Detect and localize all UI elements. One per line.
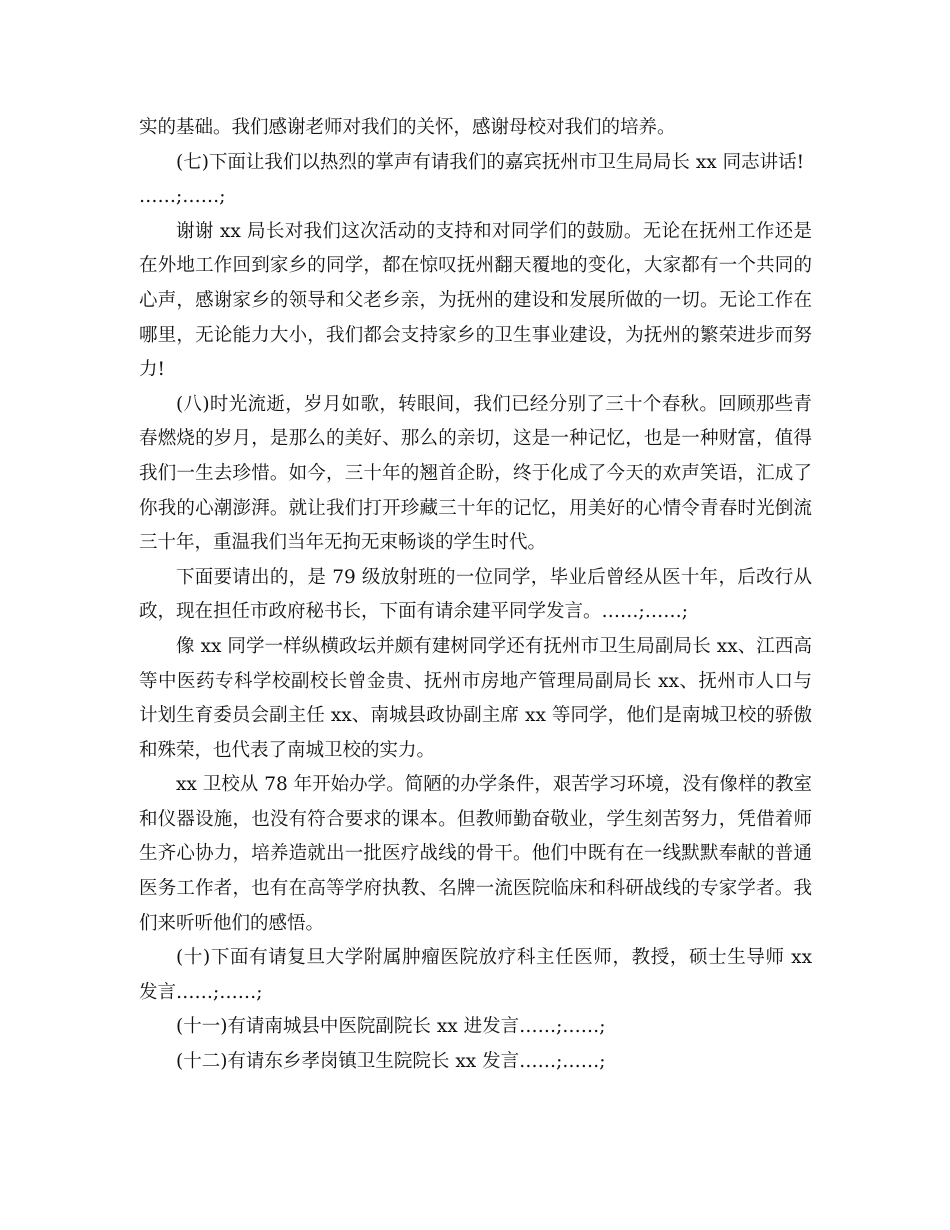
paragraph-school-history: xx 卫校从 78 年开始办学。简陋的办学条件，艰苦学习环境，没有像样的教室和仪器设施，也没有符合要求的课本。但教师勤奋敬业，学生刻苦努力，凭借着师生齐心协力，培养造就出一批医疗战线的骨干。他们中既有在一线默默奉献的普通医务工作者，也有在高等学府执教、名牌一流医院临床和科研战线的专家学者。我们来听听他们的感悟。 xyxy=(139,774,812,934)
paragraph-introduction: 下面要请出的，是 79 级放射班的一位同学，毕业后曾经从医十年，后改行从政，现在担任市政府秘书长，下面有请余建平同学发言。……;……; xyxy=(139,566,812,623)
paragraph-section-12: (十二)有请东乡孝岗镇卫生院院长 xx 发言……;……; xyxy=(176,1051,606,1073)
paragraph-classmates: 像 xx 同学一样纵横政坛并颇有建树同学还有抚州市卫生局副局长 xx、江西高等中医药专科学校副校长曾金贵、抚州市房地产管理局副局长 xx、抚州市人口与计划生育委员会副主任 xx、南城县政协副主席 xx 等同学，他们是南城卫校的骄傲和殊荣，也代表了南城卫校的实力。 xyxy=(139,635,812,761)
document-body xyxy=(139,111,812,1080)
paragraph-section-11: (十一)有请南城县中医院副院长 xx 进发言……;……; xyxy=(176,1016,606,1038)
paragraph-ellipsis: ……;……; xyxy=(139,186,226,208)
paragraph-thanks: 谢谢 xx 局长对我们这次活动的支持和对同学们的鼓励。无论在抚州工作还是在外地工作回到家乡的同学，都在惊叹抚州翻天覆地的变化，大家都有一个共同的心声，感谢家乡的领导和父老乡亲，为抚州的建设和发展所做的一切。无论工作在哪里，无论能力大小，我们都会支持家乡的卫生事业建设，为抚州的繁荣进步而努力! xyxy=(139,220,812,381)
paragraph-continued: 实的基础。我们感谢老师对我们的关怀，感谢母校对我们的培养。 xyxy=(139,117,676,138)
paragraph-section-7: (七)下面让我们以热烈的掌声有请我们的嘉宾抚州市卫生局局长 xx 同志讲话! xyxy=(176,151,805,173)
paragraph-section-8: (八)时光流逝，岁月如歌，转眼间，我们已经分别了三十个春秋。回顾那些青春燃烧的岁月，是那么的美好、那么的亲切，这是一种记忆，也是一种财富，值得我们一生去珍惜。如今，三十年的翘首企盼，终于化成了今天的欢声笑语，汇成了你我的心潮澎湃。就让我们打开珍藏三十年的记忆，用美好的心情令青春时光倒流三十年，重温我们当年无拘无束畅谈的学生时代。 xyxy=(139,393,812,554)
paragraph-section-10: (十)下面有请复旦大学附属肿瘤医院放疗科主任医师，教授，硕士生导师 xx 发言……;……; xyxy=(139,947,812,1003)
